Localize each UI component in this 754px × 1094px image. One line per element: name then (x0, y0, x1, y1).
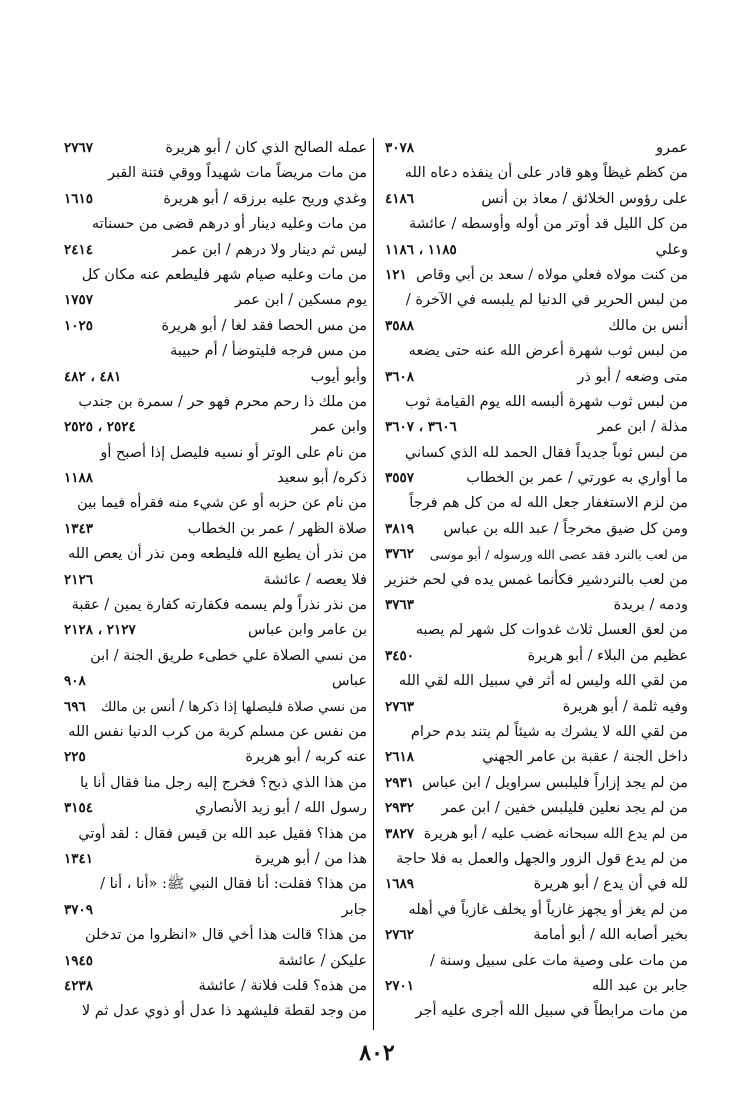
index-line (64, 872, 367, 897)
hadith-number: ٩٠٨ (64, 673, 86, 690)
hadith-number: ٢٧٦٧ (64, 140, 94, 156)
hadith-number: ٢٢٥ (64, 749, 86, 766)
hadith-number: ٣٨١٩ (385, 520, 415, 537)
entry-text: بخير أصابه الله / أبو أمامة (533, 927, 688, 944)
entry-text: من مات على وصية مات على سبيل وسنة / (430, 952, 688, 969)
index-line (385, 593, 688, 618)
entry-text: جابر (341, 901, 367, 918)
entry-text: من لم يدع قول الزور والجهل والعمل به فلا حاجة (396, 850, 688, 867)
hadith-number: ١١٨٥ ، ١١٨٦ (385, 241, 457, 258)
entry-text: من هذا؟ فقلت: أنا فقال النبي ﷺ: «أنا ، أنا / (100, 876, 367, 893)
hadith-number: ٣٧٦٣ (385, 597, 415, 614)
entry-text: من لعب بالنردشير فكأنما غمس يده في لحم خنزير (384, 571, 688, 588)
entry-text: من مات مرابطاً في سبيل الله أجرى عليه أجر (415, 1003, 688, 1020)
entry-text: من لعق العسل ثلاث غدوات كل شهر لم يصبه (415, 622, 688, 639)
index-line (64, 466, 367, 491)
index-line (385, 365, 688, 390)
entry-text: من ملك ذا رحم محرم فهو حر / سمرة بن جندب (78, 393, 367, 410)
entry-text: من لزم الاستغفار جعل الله له من كل هم فرجاً (409, 495, 688, 512)
hadith-number: ١١٨٨ (64, 470, 94, 487)
hadith-number: ٦٩٦ (64, 698, 86, 715)
index-line (64, 618, 367, 643)
entry-text: من كظم غيظاً وهو قادر على أن ينفذه دعاه الله (404, 165, 688, 182)
index-line (64, 745, 367, 770)
hadith-number: ١٦١٥ (64, 190, 94, 207)
entry-text: من لبس ثوب شهرة أعرض الله عنه حتى يضعه (408, 343, 688, 360)
index-line (385, 847, 688, 872)
entry-text: وأبو أيوب (310, 368, 367, 385)
entry-text: من هذا؟ فقيل عبد الله بن قيس فقال : لقد أوتي (78, 825, 367, 842)
entry-text: من هذا؟ قالت هذا أخي قال «انظروا من تدخلن (84, 927, 367, 944)
entry-text: عمرو (655, 140, 688, 156)
index-line (385, 771, 688, 796)
index-line (385, 161, 688, 186)
index-line (385, 999, 688, 1024)
index-line (385, 568, 688, 593)
index-line (64, 720, 367, 745)
entry-text: من لبس الحرير في الدنيا لم يلبسه في الآخرة / (405, 292, 688, 309)
entry-text: لله في أن يدع / أبو هريرة (533, 876, 688, 893)
hadith-number: ٢٥٢٤ ، ٢٥٢٥ (64, 419, 136, 436)
index-line (64, 796, 367, 821)
index-line (385, 187, 688, 212)
entry-text: من لم يجد إزاراً فليلبس سراويل / ابن عباس (422, 774, 688, 791)
index-line (385, 695, 688, 720)
index-line (64, 314, 367, 339)
entry-text: من هذه؟ قلت فلانة / عائشة (198, 977, 367, 994)
entry-text: من مات مريضاً مات شهيداً ووقي فتنة القبر (107, 165, 367, 182)
index-line (64, 949, 367, 974)
entry-text: من نفس عن مسلم كربة من كرب الدنيا نفس الله (68, 723, 367, 740)
entry-text: من لعب بالنرد فقد عصى الله ورسوله / أبو موسى (429, 547, 688, 563)
entry-text: صلاة الظهر / عمر بن الخطاب (187, 520, 367, 537)
hadith-number: ٣٦٠٦ ، ٣٦٠٧ (385, 419, 457, 436)
index-line (385, 974, 688, 999)
hadith-number: ٣١٥٤ (64, 800, 94, 817)
entry-text: من نام عن حزبه أو عن شيء منه فقرأه فيما بين (77, 495, 367, 512)
entry-text: من لقي الله لا يشرك به شيئاً لم يتند بدم حرام (410, 723, 688, 740)
index-line (385, 720, 688, 745)
entry-text: ليس ثم دينار ولا درهم / ابن عمر (172, 241, 367, 258)
entry-text: وفيه ثلمة / أبو هريرة (562, 698, 688, 715)
hadith-number: ١٦٨٩ (385, 876, 415, 893)
entry-text: من مات وعليه دينار أو درهم قضى من حسناته (91, 216, 367, 233)
index-line (385, 923, 688, 948)
hadith-number: ٣٤٥٠ (385, 647, 415, 664)
entry-text: من مس فرجه فليتوضأ / أم حبيبة (170, 343, 367, 360)
index-line (385, 136, 688, 161)
entry-text: على رؤوس الخلائق / معاذ بن أنس (481, 190, 688, 207)
index-line (64, 974, 367, 999)
entry-text: من كل الليل قد أوتر من أوله وأوسطه / عائشة (409, 216, 688, 233)
entry-text: من لم يجد نعلين فليلبس خفين / ابن عمر (441, 800, 688, 817)
index-line (64, 415, 367, 440)
index-line (64, 542, 367, 567)
index-line (64, 695, 367, 720)
entry-text: من مس الحصا فقد لغا / أبو هريرة (161, 317, 367, 334)
entry-text: عنه كربه / أبو هريرة (245, 749, 367, 766)
index-line (385, 288, 688, 313)
index-line (64, 161, 367, 186)
hadith-number: ٢٦١٨ (385, 749, 415, 766)
index-line (385, 212, 688, 237)
entry-text: ومن كل ضيق مخرجاً / عبد الله بن عباس (443, 520, 688, 537)
index-line (385, 466, 688, 491)
entry-text: متى وضعه / أبو ذر (577, 368, 688, 385)
index-line (64, 187, 367, 212)
entry-text: من لبس ثوباً جديداً فقال الحمد لله الذي كساني (405, 444, 688, 461)
hadith-number: ٤١٨٦ (385, 190, 415, 207)
hadith-number: ١٧٥٧ (64, 292, 94, 309)
index-line (64, 263, 367, 288)
hadith-number: ٤٢٣٨ (64, 977, 94, 994)
entry-text: من نذر نذراً ولم يسمه فكفارته كفارة يمين / عقبة (71, 597, 367, 614)
hadith-number: ٣٧٠٩ (64, 901, 94, 918)
hadith-number: ٢١٢٧ ، ٢١٢٨ (64, 622, 136, 639)
hadith-number: ١٩٤٥ (64, 952, 94, 969)
index-line (385, 390, 688, 415)
hadith-number: ٣٨٢٧ (385, 825, 415, 842)
hadith-number: ٢٩٣٢ (385, 800, 415, 817)
hadith-number: ٢٧٦٣ (385, 698, 415, 715)
entry-text: أنس بن مالك (608, 317, 688, 334)
index-line (385, 644, 688, 669)
hadith-number: ٢٧٠١ (385, 977, 415, 994)
index-line (64, 593, 367, 618)
hadith-number: ٢٧٦٢ (385, 927, 415, 944)
index-line (64, 771, 367, 796)
entry-text: من لبس ثوب شهرة ألبسه الله يوم القيامة ثوب (405, 393, 688, 410)
entry-text: عظيم من البلاء / أبو هريرة (527, 647, 688, 664)
entry-text: رسول الله / أبو زيد الأنصاري (194, 800, 367, 817)
index-line (385, 949, 688, 974)
entry-text: ذكره/ أبو سعيد (277, 470, 367, 487)
index-line (64, 441, 367, 466)
column-divider (373, 138, 374, 1030)
hadith-number: ١٢١ (385, 266, 407, 283)
index-line (385, 618, 688, 643)
hadith-number: ١٣٤١ (64, 850, 94, 867)
hadith-number: ٤٨١ ، ٤٨٢ (64, 368, 122, 385)
index-line (385, 517, 688, 542)
hadith-number: ٣٦٠٨ (385, 368, 415, 385)
index-line (64, 898, 367, 923)
entry-text: داخل الجنة / عقبة بن عامر الجهني (482, 749, 688, 766)
entry-text: من نام على الوتر أو نسيه فليصل إذا أصبح أو (100, 444, 367, 461)
hadith-number: ٢٤١٤ (64, 241, 94, 258)
index-line (385, 669, 688, 694)
entry-text: هذا من / أبو هريرة (254, 850, 367, 867)
index-line (385, 314, 688, 339)
index-line (64, 644, 367, 669)
index-line (385, 441, 688, 466)
index-line (385, 491, 688, 516)
entry-text: من لقي الله وليس له أثر في سبيل الله لقي الله (398, 673, 688, 690)
entry-text: من مات وعليه صيام شهر فليطعم عنه مكان كل (81, 266, 367, 283)
entry-text: بن عامر وابن عباس (248, 622, 367, 639)
index-line (385, 339, 688, 364)
entry-text: وغدي وريح عليه برزقه / أبو هريرة (163, 190, 367, 207)
hadith-number: ٢٩٣١ (385, 774, 415, 791)
index-line (385, 745, 688, 770)
entry-text: عباس (331, 673, 367, 690)
entry-text: من هذا الذي ذبح؟ فخرج إليه رجل منا فقال أنا يا (79, 774, 367, 791)
index-line (64, 517, 367, 542)
index-line (385, 263, 688, 288)
hadith-number: ٣٠٧٨ (385, 140, 415, 156)
index-line (385, 238, 688, 263)
index-line (64, 568, 367, 593)
entry-text: ما أواري به عورتي / عمر بن الخطاب (466, 470, 688, 487)
index-line (385, 796, 688, 821)
entry-text: من لم يغز أو يجهز غازياً أو يخلف غازياً في أهله (408, 901, 688, 918)
index-line (385, 415, 688, 440)
index-line (64, 288, 367, 313)
hadith-number: ١٠٢٥ (64, 317, 94, 334)
index-line (64, 491, 367, 516)
entry-text: مذلة / ابن عمر (597, 419, 688, 436)
hadith-number: ٣٧٦٢ (385, 546, 415, 563)
hadith-number: ٢١٢٦ (64, 571, 94, 588)
hadith-number: ٣٥٥٧ (385, 470, 415, 487)
entry-text: من كنت مولاه فعلي مولاه / سعد بن أبي وقاص (416, 266, 688, 283)
index-line (64, 238, 367, 263)
entry-text: ودمه / بريدة (613, 597, 688, 614)
entry-text: من نذر أن يطيع الله فليطعه ومن نذر أن يعص الله (68, 546, 367, 563)
entry-text: جابر بن عبد الله (592, 977, 688, 994)
left-column (64, 136, 367, 1025)
entry-text: يوم مسكين / ابن عمر (234, 292, 367, 309)
entry-text: من نسي صلاة فليصلها إذا ذكرها / أنس بن مالك (100, 698, 367, 715)
index-line (64, 822, 367, 847)
page-number: ٨٠٢ (359, 1040, 395, 1066)
index-line (64, 669, 367, 694)
entry-text: من لم يدع الله سبحانه غضب عليه / أبو هريرة (423, 825, 688, 842)
index-line (64, 212, 367, 237)
right-column (385, 136, 688, 1025)
index-line (385, 542, 688, 567)
entry-text: وعلي (655, 241, 688, 258)
index-line (64, 390, 367, 415)
index-line (385, 898, 688, 923)
index-line (385, 872, 688, 897)
entry-text: عمله الصالح الذي كان / أبو هريرة (165, 140, 367, 156)
hadith-number: ١٣٤٣ (64, 520, 94, 537)
index-line (64, 339, 367, 364)
index-line (385, 822, 688, 847)
entry-text: من نسي الصلاة علي خطىء طريق الجنة / ابن (90, 647, 367, 664)
index-line (64, 923, 367, 948)
index-line (64, 999, 367, 1024)
entry-text: فلا يعصه / عائشة (263, 571, 367, 588)
index-line (64, 847, 367, 872)
hadith-number: ٣٥٨٨ (385, 317, 415, 334)
entry-text: عليكن / عائشة (278, 952, 367, 969)
entry-text: وابن عمر (311, 419, 367, 436)
index-line (64, 365, 367, 390)
entry-text: من وجد لقطة فليشهد ذا عدل أو ذوي عدل ثم لا (81, 1003, 367, 1020)
index-line (64, 136, 367, 161)
